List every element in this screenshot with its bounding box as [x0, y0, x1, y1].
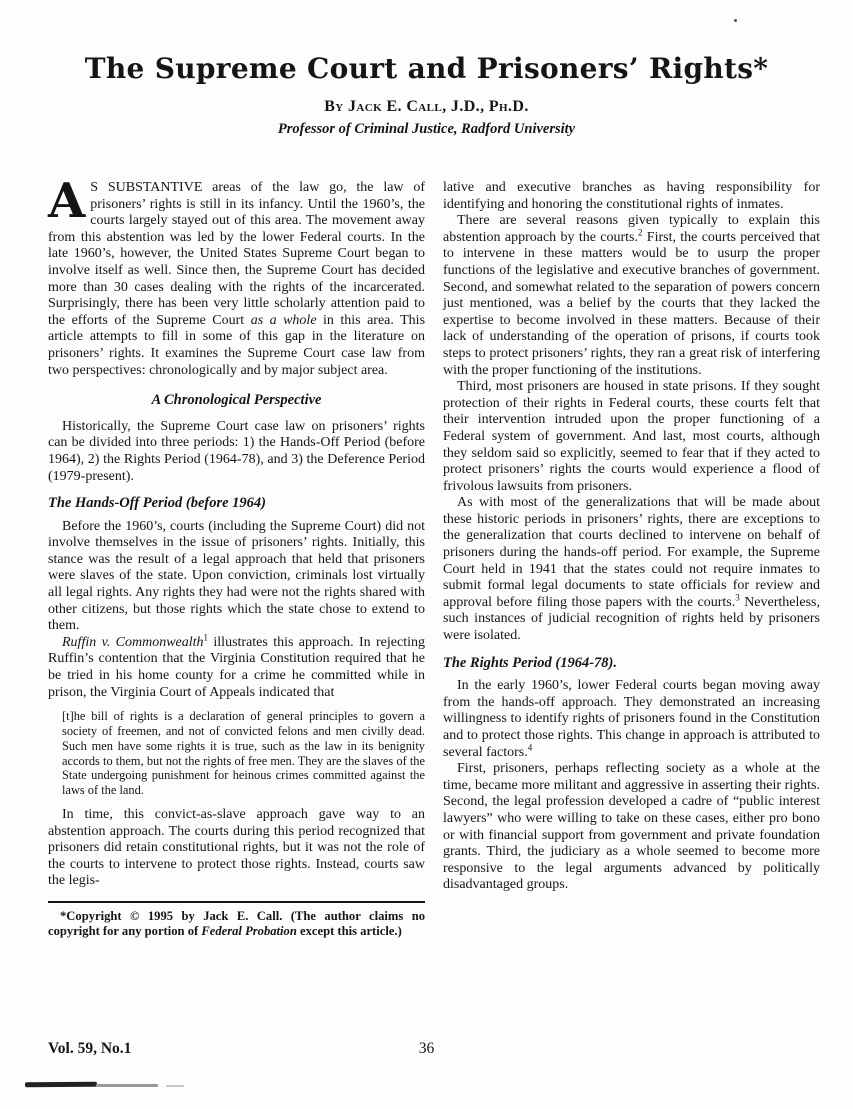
paragraph: Historically, the Supreme Court case law on prisoners’ rights can be divided into three periods: 1) the Hands-Off Period (before 1964), 2) the Rights Period (1964-78), and 3) the Deference Period (1979-present). — [48, 418, 425, 484]
paragraph-rights-period — [443, 678, 820, 761]
case-name-italic: Ruffin v. Commonwealth — [62, 634, 204, 650]
subsection-heading-hands-off: The Hands-Off Period (before 1964) — [48, 495, 267, 512]
paragraph-text: in this area. This article attempts to fill in some of this gap in the literature on prisoners’ rights. It examines the Supreme Court case law from two perspectives: chronologically and by major subject area. — [48, 312, 426, 378]
scan-speck-artifact — [734, 19, 737, 22]
scan-smudge-artifact — [96, 1084, 158, 1087]
page-title: The Supreme Court and Prisoners’ Rights* — [84, 52, 769, 85]
paragraph-ruffin — [48, 632, 425, 701]
journal-name-italic: Federal Probation — [201, 924, 297, 939]
paragraph-text: illustrates this approach. In rejecting Ruffin’s contention that the Virginia Constitution required that he be tried in his home county for a crime he committed while in prison, the Virginia Court of Appeals indicated that — [48, 634, 425, 700]
left-column — [48, 180, 425, 1028]
paragraph-text: As with most of the generalizations that will be made about these historic periods in prisoners’ rights, there are exceptions to the generalization that courts declined to intervene on behalf of prisoners during the hands-off period. For example, the Supreme Court held in 1941 that the states could not require inmates to submit formal legal documents to state officials for review and approval before filing those papers with the courts. — [443, 495, 820, 610]
paragraph: First, prisoners, perhaps reflecting society as a whole at the time, became more militant and aggressive in asserting their rights. Second, the legal profession developed a cadre of “public interest lawyers” who were willing to take on these cases, either pro bono or with financial support from government and private foundation grants. Third, the judiciary as a whole seemed to become more responsive to the legal arguments advanced by politically disadvantaged groups. — [443, 761, 820, 893]
byline: By Jack E. Call, J.D., Ph.D. — [324, 98, 529, 115]
right-column — [443, 180, 820, 1028]
paragraph-text: Nevertheless, such instances of judicial recognition of rights held by prisoners were isolated. — [443, 594, 821, 644]
footnote-rule — [48, 901, 425, 903]
paragraph-text: In the early 1960’s, lower Federal courts began moving away from the hands-off approach. They demonstrated an increasing willingness to identify rights of prisoners found in the Constitution and to protect those rights. This change in approach is attributed to several factors. — [443, 678, 820, 760]
paragraph-text: S SUBSTANTIVE areas of the law go, the law of prisoners’ rights is still in its infancy. Until the 1960’s, the courts largely stayed out of this area. The movement away from this abstention was led by the lower Federal courts. In the late 1960’s, however, the United States Supreme Court began to involve itself as well. Since then, the Supreme Court has decided more than 30 cases dealing with the rights of the incarcerated. Surprisingly, there has been very little scholarly attention paid to the efforts of the Supreme Court — [48, 180, 425, 328]
subsection-heading-rights-period: The Rights Period (1964-78). — [443, 654, 617, 671]
footnote-text: except this article.) — [296, 924, 402, 939]
scan-smudge-artifact — [166, 1085, 184, 1087]
scan-smudge-artifact — [25, 1082, 97, 1088]
paragraph: Third, most prisoners are housed in state prisons. If they sought protection of their rights in Federal courts, these courts felt that their intervention intruded upon the proper functioning of a Federal system of government. And last, most courts, although they seldom said so explicitly, seemed to fear that if they acted to protect prisoners’ rights the courts would experience a flood of frivolous lawsuits from prisoners. — [443, 379, 820, 494]
author-affiliation: Professor of Criminal Justice, Radford University — [277, 121, 576, 137]
footer-page-number: 36 — [418, 1040, 435, 1057]
footnote-ref-3: 3 — [735, 592, 740, 603]
paragraph-text: There are several reasons given typically to explain this abstention approach by the courts. — [443, 213, 820, 245]
footer-volume: Vol. 59, No.1 — [48, 1040, 132, 1057]
copyright-footnote — [48, 909, 425, 939]
footnote-text: *Copyright © 1995 by Jack E. Call. (The author claims no copyright for any portion of — [48, 908, 425, 939]
italic-phrase: as a whole — [250, 312, 317, 328]
paragraph-exceptions — [443, 495, 820, 644]
paragraph-intro — [48, 180, 425, 379]
block-quote: [t]he bill of rights is a declaration of general principles to govern a society of freemen, and not of convicted felons and men civilly dead. Such men have some rights it is true, such as the law in its benignity accords to them, but not the rights of free men. They are the slaves of the State undergoing punishment for heinous crimes committed against the laws of the land. — [62, 709, 425, 798]
drop-cap: A — [48, 180, 86, 229]
section-heading-chronological: A Chronological Perspective — [151, 392, 322, 409]
paragraph-continuation: lative and executive branches as having responsibility for identifying and honoring the constitutional rights of inmates. — [443, 180, 820, 212]
paragraph: Before the 1960’s, courts (including the Supreme Court) did not involve themselves in the issue of prisoners’ rights. Initially, this stance was the result of a legal approach that held that prisoners were slaves of the state. Upon conviction, criminals lost virtually all legal rights. Any rights they had were not the rights shared with other citizens, but those rights which the state chose to extend to them. — [48, 518, 425, 634]
paragraph-text: First, the courts perceived that to intervene in these matters would be to usurp the proper functions of the legislative and executive branches of government. Second, and somewhat related to the separation of powers concern just mentioned, was a belief by the courts that they lacked the expertise to become involved in these matters. Because of their lack of understanding of the operation of prisons, if courts took steps to protect prisoners’ rights, they ran a great risk of interfering with the proper functioning of the institutions. — [443, 229, 820, 378]
page-footer — [0, 1040, 853, 1058]
footnote-ref-2: 2 — [637, 227, 643, 238]
footnote-ref-4: 4 — [527, 741, 533, 752]
paragraph-reasons — [443, 213, 820, 379]
article-body — [0, 180, 853, 1028]
footnote-ref-1: 1 — [203, 632, 209, 643]
paragraph: In time, this convict-as-slave approach gave way to an abstention approach. The courts during this period recognized that prisoners did retain constitutional rights, but it was not the role of the courts to intervene to protect those rights. Instead, courts saw the legis- — [48, 807, 425, 889]
